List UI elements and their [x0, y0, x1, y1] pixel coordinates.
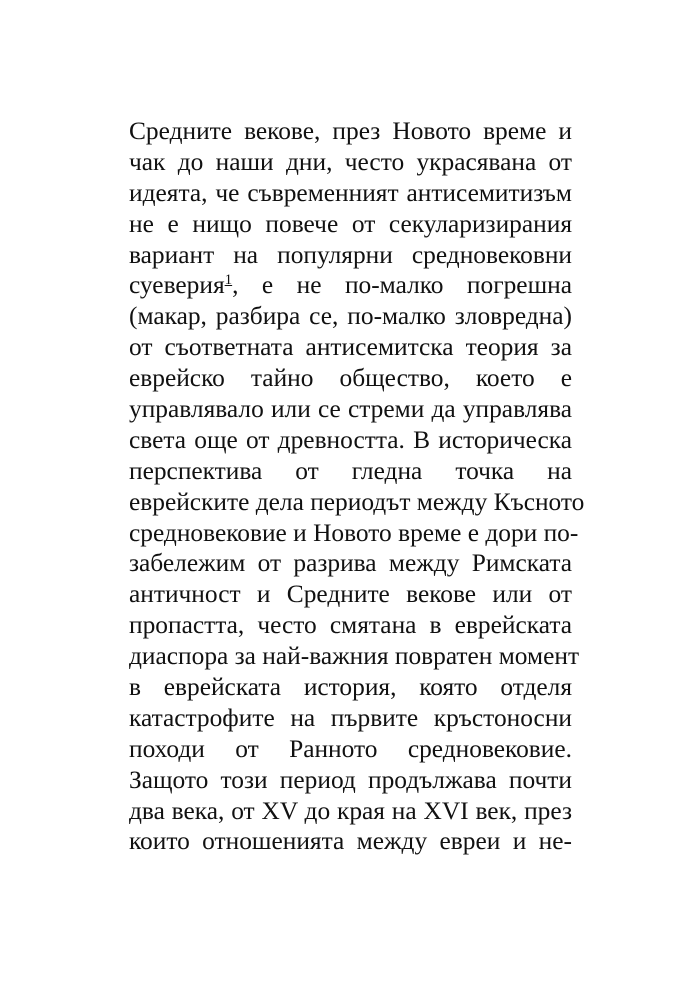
text-line: еврейските дела периодът между Късното [129, 487, 585, 516]
text-line: походи от Ранното средновековие. [129, 734, 572, 763]
text-line: Средните векове, през Новото време и [129, 117, 572, 145]
text-fragment: суеверия [129, 271, 225, 300]
text-line: света още от древността. В историческа [129, 425, 572, 454]
text-line: от съответната антисемитска теория за [129, 333, 572, 362]
text-line: които отношенията между евреи и не- [129, 827, 572, 856]
text-line: средновековие и Новото време е дори по- [129, 518, 579, 547]
text-line: идеята, че съвременният антисемитизъм [129, 178, 572, 207]
text-line: катастрофите на първите кръстоносни [129, 703, 572, 732]
text-line: перспектива от гледна точка на [129, 456, 572, 485]
text-line: Защото този период продължава почти [129, 765, 572, 794]
text-line: античност и Средните векове или от [129, 580, 572, 609]
text-line: пропастта, често смятана в еврейската [129, 611, 572, 640]
footnote-link[interactable]: 1 [224, 272, 233, 289]
text-line: два века, от XV до края на XVI век, през [129, 796, 572, 825]
text-line: диаспора за най-важния повратен момент [129, 642, 580, 671]
text-line: в еврейската история, която отделя [129, 673, 572, 702]
body-paragraph [129, 116, 585, 857]
text-line: еврейско тайно общество, което е [129, 364, 572, 393]
text-line: не е нищо повече от секуларизирания [129, 209, 572, 238]
text-line: вариант на популярни средновековни [129, 240, 572, 269]
text-line: управлявало или се стреми да управлява [129, 395, 572, 424]
text-line: (макар, разбира се, по-малко зловредна) [129, 302, 572, 331]
text-line-with-footnote [129, 270, 572, 301]
text-line: забележим от разрива между Римската [129, 549, 572, 578]
text-line: чак до наши дни, често украсявана от [129, 147, 572, 176]
text-fragment: , е не по-малко погрешна [232, 271, 572, 300]
